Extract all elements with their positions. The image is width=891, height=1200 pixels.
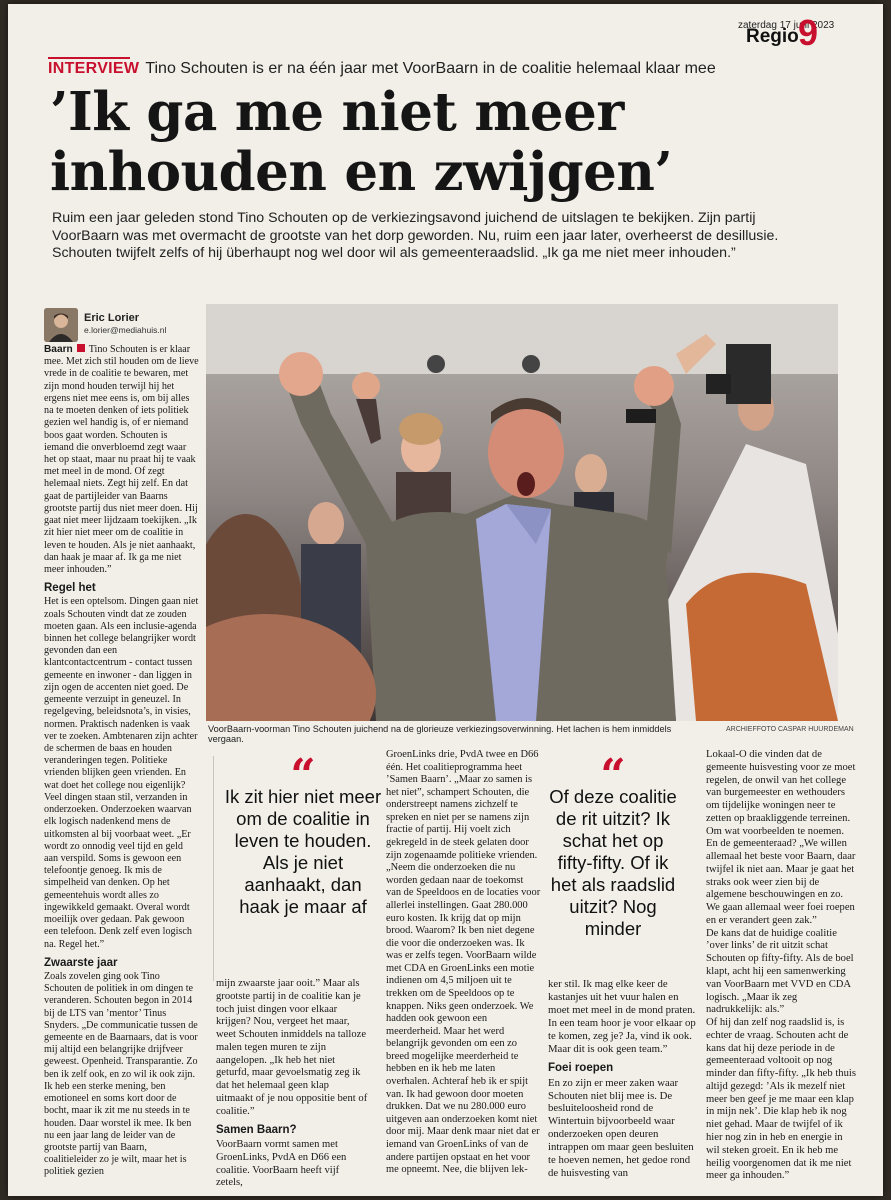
subheading-samen-baarn: Samen Baarn? — [216, 1124, 297, 1137]
dateline: Baarn — [44, 344, 73, 355]
subheading-zwaarste-jaar: Zwaarste jaar — [44, 956, 118, 969]
dateline-marker — [77, 344, 85, 352]
author-email[interactable]: e.lorier@mediahuis.nl — [84, 325, 167, 335]
pull-quote-1 — [223, 750, 383, 918]
col1-paragraph-1: Tino Schouten is er klaar mee. Met zich stil houden om de lieve vrede in de coalitie te bewaren, met zijn mond houden terwijl hij het ergens niet mee eens is, om bij alles na te moeten denken of iets politiek gezien wel handig is, of er niemand boos gaat worden. Schouten is iemand die onverbloemd zegt waar het op staat, maar nu praat hij te vaak met meel in de mond. Of zegt helemaal niets. Zegt hij zelf. En dat gaat de partijleider van Baarns grootste partij dus niet meer doen. Hij gaat niet meer lijdzaam toekijken. „Ik zit hier niet meer om de coalitie in leven te houden. Als je niet aanhaakt, dan haak je maar af. Ik ga me niet meer inhouden.” — [44, 344, 199, 575]
col4-paragraph-1: ker stil. Ik mag elke keer de kastanjes uit het vuur halen en moet met meel in de mond praten. In een team hoor je voor elkaar op te komen, zeg je? Ja, vind ik ook. Maar dit is ook geen team.” — [548, 978, 696, 1055]
kicker-label: INTERVIEW — [48, 60, 140, 77]
author-name: Eric Lorier — [84, 312, 140, 324]
intro-lead: Ruim een jaar geleden stond Tino Schouten op de verkiezingsavond juichend de uitslagen te bekijken. Zijn partij VoorBaarn was met overmacht de grootste van het dorp geworden. Nu, ruim een jaar later, overheerst de desillusie. Schouten twijfelt zelfs of hij überhaupt nog wel door wil als gemeenteraadslid. „Ik ga me niet meer inhouden.” — [52, 210, 779, 261]
issue-date: zaterdag 17 juni 2023 — [738, 20, 835, 31]
col2-paragraph-2: VoorBaarn vormt samen met GroenLinks, PvdA en D66 een coalitie. VoorBaarn heeft vijf zetels, — [216, 1139, 347, 1189]
column-1 — [44, 344, 199, 1179]
article-photo — [206, 304, 838, 721]
col4-paragraph-2: En zo zijn er meer zaken waar Schouten niet blij mee is. De besluiteloosheid rond de Wintertuin bijvoorbeeld waar onderzoeken open deuren intrappen om maar geen besluiten te hoeven nemen, het gedoe rond de huisvesting van — [548, 1076, 694, 1180]
section-name: Regio — [746, 26, 799, 47]
col1-paragraph-2: Het is een optelsom. Dingen gaan niet zoals Schouten vindt dat ze zouden moeten gaan. Als een inclusie-agenda binnen het college belangrijker wordt gevonden dan een klantcontactcentrum - contact tussen gemeente en inwoner - dan liggen in zijn ogen de accenten niet goed. De gemeente verzuipt in geneuzel. In regelgeving, beleidsnota’s, in visies, normen. Praktisch nadenken is vaak ver te zoeken. Ambtenaren zijn achter de schermen de baas en houden veranderingen tegen. Politieke vrienden blijken geen vrienden. En wat doet het college nou eigenlijk? Veel dingen staan stil, verzanden in onderzoeken. Onderzoeken waarvan elk logisch nadenkend mens de uitkomsten al bij voorbaat weet. „Er wordt zo onnodig veel tijd en geld aan verspild. Soms is gewoon een telefoontje genoeg. Ik mis de simpelheid van denken. Op het gemeentehuis wordt alles zo ingewikkeld gemaakt. Overal wordt moeilijk over gedaan. Pak gewoon een telefoon. Denk zelf even logisch na. Regel het.” — [44, 596, 199, 950]
headline-line-2: inhouden en zwijgen’ — [50, 141, 673, 203]
author-avatar — [44, 308, 78, 342]
pull-quote-2 — [543, 750, 683, 940]
col5-paragraph-1: Lokaal-O die vinden dat de gemeente huisvesting voor ze moet regelen, de onwil van het college van burgemeester en wethouders om tijdelijke woningen neer te zetten op braakliggende terreinen. Om wat voorbeelden te noemen. En de gemeenteraad? „We willen allemaal het beste voor Baarn, daar twijfel ik niet aan. Maar je gaat het straks ook weer zien bij de algemene beschouwingen en zo. We gaan allemaal weer foei roepen en er verandert geen zak.” — [706, 749, 856, 926]
pull-quote-1-text: Ik zit hier niet meer om de coalitie in leven te houden. Als je niet aanhaakt, dan haak je maar af — [224, 786, 382, 917]
subheading-foei-roepen: Foei roepen — [548, 1061, 614, 1074]
quote-mark-icon: “ — [290, 750, 316, 801]
quote-mark-icon: “ — [600, 750, 626, 801]
photo-credit: ARCHIEFFOTO CASPAR HUURDEMAN — [726, 726, 854, 733]
photo-illustration — [206, 304, 838, 721]
kicker-rule — [48, 57, 130, 59]
col2-paragraph-1: mijn zwaarste jaar ooit.” Maar als grootste partij in de coalitie kan je toch juist dingen voor elkaar krijgen? Nou, vergeet het maar, weet Schouten inmiddels na talloze malen tegen muren te zijn aangelopen. „Ik heb het niet geturfd, maar gevoelsmatig zeg ik dat het helemaal geen klap uitmaakt of je nou oppositie bent of coalitie.” — [216, 978, 368, 1117]
pull-quote-2-text: Of deze coalitie de rit uitzit? Ik schat het op fifty-fifty. Of ik het als raadslid uitzit? Nog minder — [549, 786, 677, 939]
column-rule — [213, 756, 214, 981]
column-3 — [386, 749, 541, 1177]
col5-paragraph-2: De kans dat de huidige coalitie ’over links’ de rit uitzit schat Schouten op fifty-fifty. Als de boel klapt, acht hij een samenwerking van VoorBaarn met VVD en CDA logisch. „Maar ik zeg nadrukkelijk: als.” — [706, 927, 854, 1016]
kicker-line — [48, 60, 848, 78]
col1-paragraph-3: Zoals zovelen ging ook Tino Schouten de politiek in om dingen te veranderen. Schouten begon in 2014 bij de LTS van ’mentor’ Tinus Snyders. „De communicatie tussen de gemeente en de Baarnaars, dat is voor mij altijd een belangrijke drijfveer geweest. Openheid. Transparantie. Zo ben ik zelf ook, en zo wil ik ook zijn. Ik heb een sterke mening, ben emotioneel en soms kort door de bocht, maar ik zit me nu steeds in te houden. Daar worstel ik mee. Ik ben nu een jaar lang de leider van de grootste partij van Baarn, coalitieleider zo je wilt, maar het is politiek gezien — [44, 970, 198, 1178]
headline — [50, 82, 850, 202]
column-2 — [216, 978, 368, 1190]
column-4 — [548, 978, 696, 1180]
col5-paragraph-3: Of hij dan zelf nog raadslid is, is echter de vraag. Schouten acht de kans dat hij deze periode in de gemeenteraad voltooit op nog minder dan fifty-fifty. „Ik heb thuis altijd gezegd: ’Als ik mezelf niet meer ben geef je me maar een klap in mijn nek’. Die klap heb ik nog niet gehad. Maar de twijfel of ik hier nog zin in heb en energie in wil steken groeit. En ik heb me heilig voorgenomen dat ik me niet meer ga inhouden.” — [706, 1017, 856, 1182]
col3-paragraph-1: GroenLinks drie, PvdA twee en D66 één. Het coalitieprogramma heet ’Samen Baarn’. „Maar zo samen is het niet”, schampert Schouten, die onderstreept namens zichzelf te spreken en niet per se namens zijn fractie of partij. Hij voelt zich gekregeld in de steek gelaten door zijn zogenaamde politieke vrienden. „Neem die onderzoeken die nu worden gedaan naar de toekomst van de Speeldoos en de locaties voor allerlei instellingen. Gaat 280.000 euro kosten. Ik krijg dat op mijn brood. Waarom? Ik ben niet degene die voor die onderzoeken was. Ik was er zelfs tegen. VoorBaarn wilde met CDA en GroenLinks een motie indienen om 4,5 miljoen uit te trekken om de Speeldoos op te knappen. Niks geen onderzoek. We hadden ook gewoon een meerderheid. Maar het werd belangrijk gevonden om een zo breed mogelijke meerderheid te hebben en ik heb me laten overhalen. Achteraf heb ik er spijt van. Ik had gewoon door moeten drukken. Dat we nu 280.000 euro uitgeven aan onderzoeken komt niet door mij. Maar denk maar niet dat er iemand van GroenLinks of van de andere partijen opstaat en het voor me opneemt. Nee, die blijven lek- — [386, 749, 541, 1176]
photo-caption: VoorBaarn-voorman Tino Schouten juichend na de glorieuze verkiezingsoverwinning. Het lachen is hem inmiddels vergaan. — [208, 724, 672, 744]
headline-line-1: ’Ik ga me niet meer — [50, 81, 624, 143]
subheading-regel-het: Regel het — [44, 582, 96, 595]
column-5 — [706, 749, 856, 1183]
kicker-text: Tino Schouten is er na één jaar met VoorBaarn in de coalitie helemaal klaar mee — [145, 60, 716, 77]
page-number: 9 — [798, 12, 819, 53]
newspaper-page — [8, 4, 883, 1196]
